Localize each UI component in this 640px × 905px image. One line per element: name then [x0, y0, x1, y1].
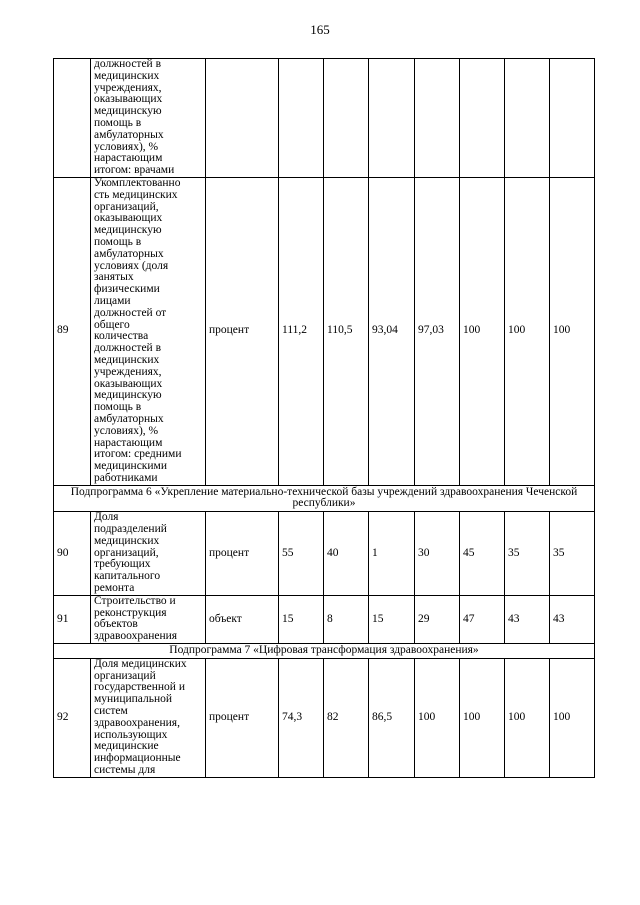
subprogram-title: Подпрограмма 7 «Цифровая трансформация здравоохранения»	[54, 644, 595, 659]
description-line: ремонта	[94, 582, 135, 595]
indicator-value: 1	[369, 512, 415, 596]
indicator-value	[324, 59, 369, 178]
indicator-value: 43	[550, 595, 595, 643]
description-line: итогом: врачами	[94, 164, 175, 177]
indicator-value: 100	[415, 658, 460, 777]
indicator-value: 93,04	[369, 177, 415, 485]
indicator-value: 97,03	[415, 177, 460, 485]
description-line: Доля	[94, 511, 119, 524]
table-row	[54, 658, 595, 777]
indicator-value: 100	[550, 177, 595, 485]
description-line: здравоохранения,	[94, 716, 180, 729]
table-row	[54, 177, 595, 485]
table-row	[54, 59, 595, 178]
table-row	[54, 595, 595, 643]
description-line: медицинские	[94, 740, 159, 753]
description-line: работниками	[94, 471, 158, 484]
description-line: Строительство и	[94, 594, 176, 607]
description-line: должностей от	[94, 306, 167, 319]
description-line: медицинских	[94, 69, 160, 82]
indicator-value: 100	[460, 658, 505, 777]
description-line: учреждениях,	[94, 81, 162, 94]
indicator-description	[91, 512, 206, 596]
description-line: государственной и	[94, 681, 185, 694]
description-line: подразделений	[94, 523, 167, 536]
description-line: муниципальной	[94, 693, 173, 706]
description-line: занятых	[94, 271, 134, 284]
indicator-value	[550, 59, 595, 178]
indicator-value: 110,5	[324, 177, 369, 485]
description-line: Доля медицинских	[94, 657, 187, 670]
unit-of-measure: процент	[206, 177, 279, 485]
description-line: Укомплектованно	[94, 176, 181, 189]
description-line: медицинскую	[94, 389, 162, 402]
indicator-value: 100	[460, 177, 505, 485]
indicator-value: 35	[505, 512, 550, 596]
description-line: условиях (доля	[94, 259, 169, 272]
description-line: объектов	[94, 618, 138, 631]
indicator-value: 47	[460, 595, 505, 643]
subprogram-header-row	[54, 644, 595, 659]
indicator-value: 43	[505, 595, 550, 643]
indicator-description	[91, 177, 206, 485]
indicator-value	[369, 59, 415, 178]
description-line: реконструкция	[94, 606, 167, 619]
description-line: требующих	[94, 558, 151, 571]
row-number: 89	[54, 177, 91, 485]
description-line: оказывающих	[94, 377, 163, 390]
indicator-value: 35	[550, 512, 595, 596]
description-line: систем	[94, 705, 128, 718]
description-line: амбулаторных	[94, 412, 164, 425]
indicator-description	[91, 59, 206, 178]
row-number: 91	[54, 595, 91, 643]
description-line: организаций	[94, 669, 156, 682]
indicator-value: 55	[279, 512, 324, 596]
indicator-description	[91, 595, 206, 643]
indicator-value: 30	[415, 512, 460, 596]
indicator-value: 15	[369, 595, 415, 643]
description-line: медицинскую	[94, 105, 162, 118]
indicator-value: 111,2	[279, 177, 324, 485]
page-number: 165	[310, 22, 330, 37]
description-line: амбулаторных	[94, 247, 164, 260]
indicator-value: 8	[324, 595, 369, 643]
description-line: здравоохранения	[94, 630, 178, 643]
indicator-value: 15	[279, 595, 324, 643]
indicator-value: 100	[550, 658, 595, 777]
table-row	[54, 512, 595, 596]
indicator-value: 86,5	[369, 658, 415, 777]
description-line: использующих	[94, 728, 168, 741]
indicator-value: 40	[324, 512, 369, 596]
description-line: медицинских	[94, 534, 160, 547]
description-line: помощь в	[94, 116, 142, 129]
description-line: системы для	[94, 764, 156, 777]
indicator-value: 82	[324, 658, 369, 777]
indicator-value: 29	[415, 595, 460, 643]
description-line: информационные	[94, 752, 181, 765]
description-line: должностей в	[94, 342, 162, 355]
indicator-value	[279, 59, 324, 178]
indicator-description	[91, 658, 206, 777]
row-number: 92	[54, 658, 91, 777]
subprogram-header-row	[54, 485, 595, 512]
description-line: помощь в	[94, 235, 142, 248]
row-number: 90	[54, 512, 91, 596]
indicator-value: 100	[505, 177, 550, 485]
unit-of-measure: процент	[206, 512, 279, 596]
indicator-value	[460, 59, 505, 178]
description-line: нарастающим	[94, 152, 163, 165]
description-line: количества	[94, 330, 149, 343]
description-line: медицинских	[94, 353, 160, 366]
indicator-table	[53, 58, 595, 778]
indicator-value: 45	[460, 512, 505, 596]
unit-of-measure	[206, 59, 279, 178]
description-line: нарастающим	[94, 436, 163, 449]
subprogram-title: Подпрограмма 6 «Укрепление материально-технической базы учреждений здравоохранения Чеченской республики»	[54, 485, 595, 512]
indicator-value	[505, 59, 550, 178]
description-line: оказывающих	[94, 212, 163, 225]
description-line: организаций,	[94, 200, 159, 213]
description-line: общего	[94, 318, 130, 331]
description-line: медицинскую	[94, 224, 162, 237]
description-line: сть медицинских	[94, 188, 178, 201]
indicator-value: 100	[505, 658, 550, 777]
description-line: учреждениях,	[94, 365, 162, 378]
unit-of-measure: процент	[206, 658, 279, 777]
description-line: медицинскими	[94, 460, 167, 473]
description-line: оказывающих	[94, 93, 163, 106]
unit-of-measure: объект	[206, 595, 279, 643]
description-line: должностей в	[94, 58, 162, 70]
indicator-table-body	[54, 59, 595, 778]
description-line: помощь в	[94, 401, 142, 414]
description-line: условиях), %	[94, 140, 159, 153]
description-line: физическими	[94, 283, 160, 296]
description-line: условиях), %	[94, 424, 159, 437]
indicator-value: 74,3	[279, 658, 324, 777]
description-line: капитального	[94, 570, 161, 583]
row-number	[54, 59, 91, 178]
indicator-value	[415, 59, 460, 178]
description-line: лицами	[94, 294, 131, 307]
description-line: организаций,	[94, 546, 159, 559]
description-line: амбулаторных	[94, 128, 164, 141]
description-line: итогом: средними	[94, 448, 182, 461]
